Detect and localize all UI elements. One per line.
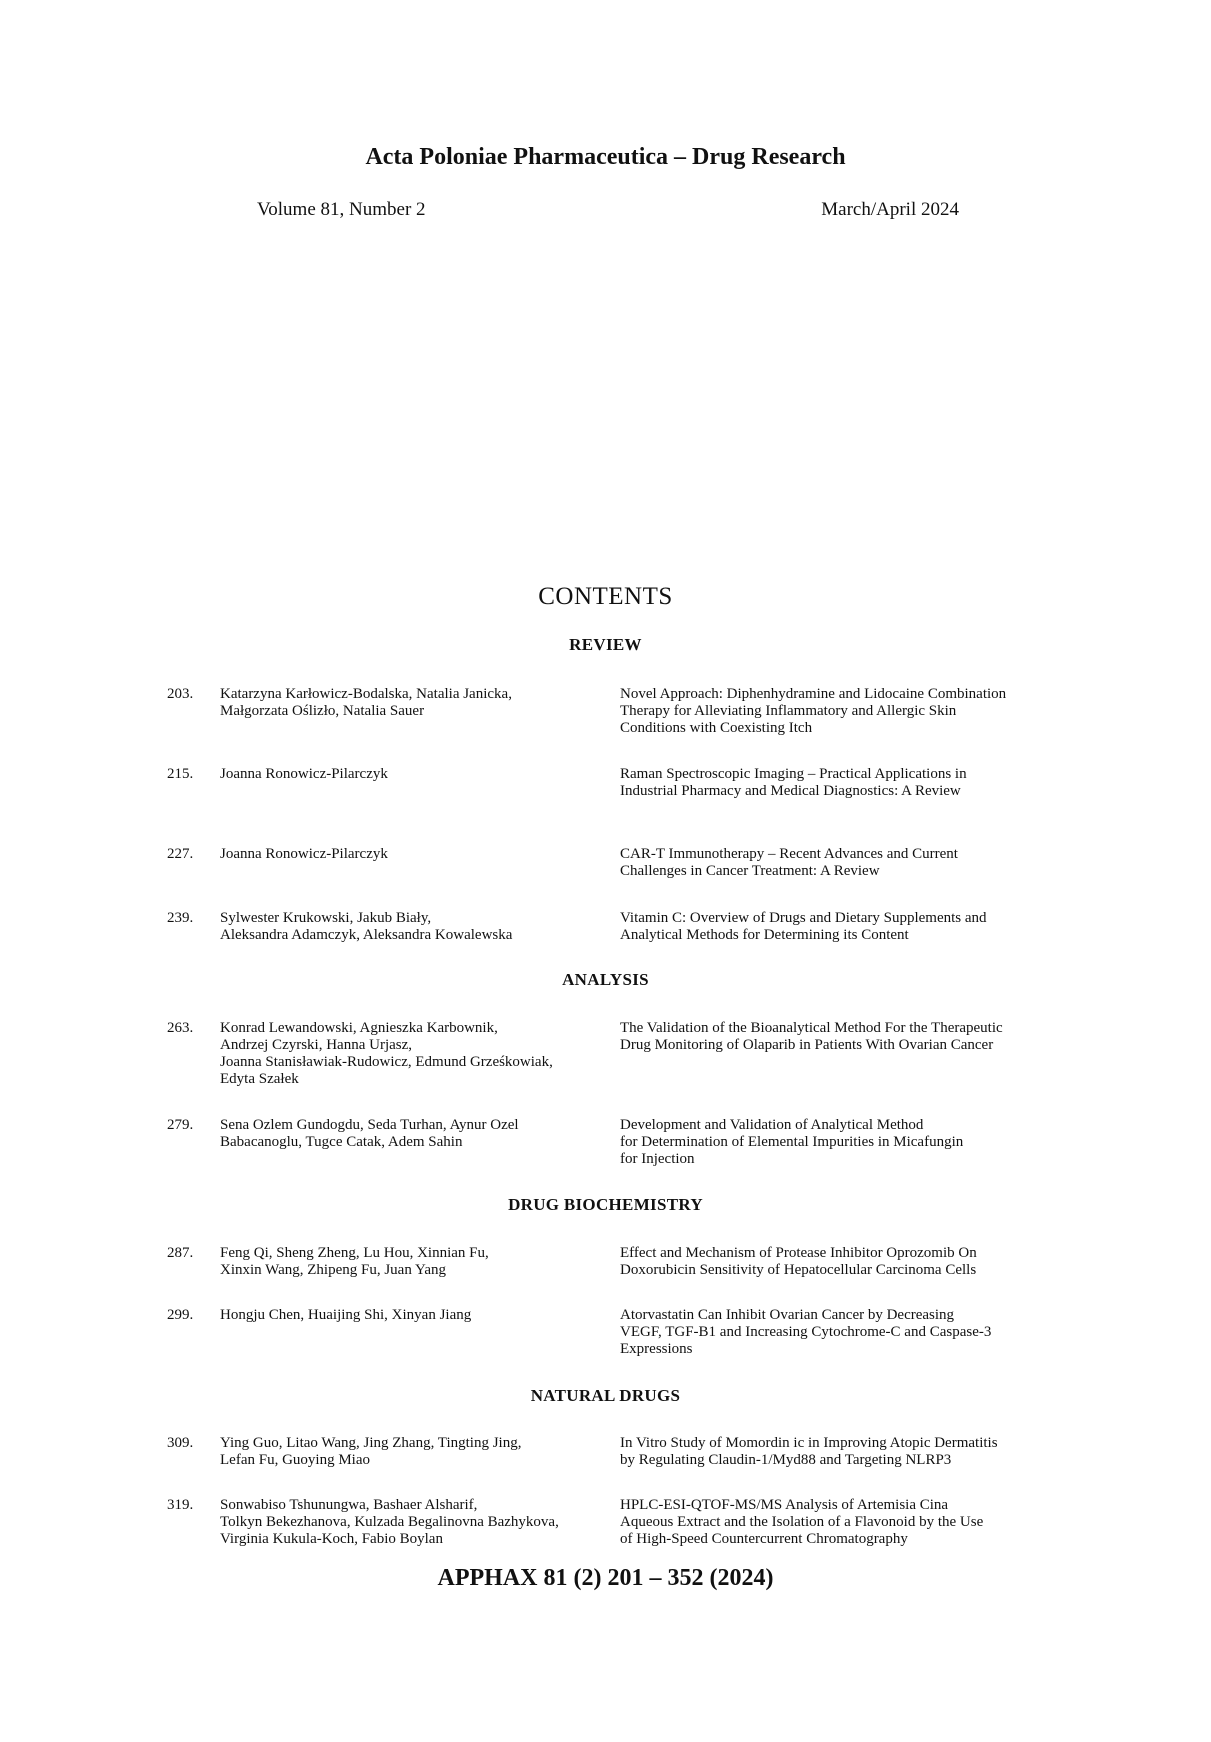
authors-line: Edyta Szałek xyxy=(220,1071,299,1087)
authors-line: Konrad Lewandowski, Agnieszka Karbownik, xyxy=(220,1020,498,1036)
article-title xyxy=(620,1245,1060,1279)
page-number: 309. xyxy=(167,1435,194,1451)
authors xyxy=(220,1497,600,1548)
journal-title: Acta Poloniae Pharmaceutica – Drug Research xyxy=(365,144,846,170)
title-line: CAR-T Immunotherapy – Recent Advances and Current xyxy=(620,846,958,862)
authors-line: Feng Qi, Sheng Zheng, Lu Hou, Xinnian Fu, xyxy=(220,1245,489,1261)
authors-line: Hongju Chen, Huaijing Shi, Xinyan Jiang xyxy=(220,1307,472,1323)
authors-line: Sena Ozlem Gundogdu, Seda Turhan, Aynur Ozel xyxy=(220,1117,519,1133)
issue-date: March/April 2024 xyxy=(821,199,959,220)
authors xyxy=(220,910,600,944)
section-heading-review: REVIEW xyxy=(569,635,642,654)
section-heading-analysis: ANALYSIS xyxy=(562,970,649,989)
page-number: 287. xyxy=(167,1245,194,1261)
article-title xyxy=(620,1307,1060,1358)
title-line: for Determination of Elemental Impurities in Micafungin xyxy=(620,1134,964,1150)
title-line: VEGF, TGF-B1 and Increasing Cytochrome-C and Caspase-3 xyxy=(620,1324,992,1340)
authors-line: Aleksandra Adamczyk, Aleksandra Kowalewska xyxy=(220,927,513,943)
title-line: Atorvastatin Can Inhibit Ovarian Cancer by Decreasing xyxy=(620,1307,955,1323)
page-number: 215. xyxy=(167,766,194,782)
title-line: Challenges in Cancer Treatment: A Review xyxy=(620,863,880,879)
title-line: Therapy for Alleviating Inflammatory and Allergic Skin xyxy=(620,703,957,719)
title-line: Novel Approach: Diphenhydramine and Lidocaine Combination xyxy=(620,686,1007,702)
page-number: 203. xyxy=(167,686,194,702)
title-line: The Validation of the Bioanalytical Method For the Therapeutic xyxy=(620,1020,1003,1036)
title-line: Development and Validation of Analytical Method xyxy=(620,1117,924,1133)
authors-line: Sonwabiso Tshunungwa, Bashaer Alsharif, xyxy=(220,1497,478,1513)
authors-line: Sylwester Krukowski, Jakub Biały, xyxy=(220,910,432,926)
contents-heading: CONTENTS xyxy=(538,583,673,610)
title-line: Raman Spectroscopic Imaging – Practical Applications in xyxy=(620,766,967,782)
authors-line: Małgorzata Oślizło, Natalia Sauer xyxy=(220,703,425,719)
page-number: 299. xyxy=(167,1307,194,1323)
article-title xyxy=(620,1435,1060,1469)
authors-line: Ying Guo, Litao Wang, Jing Zhang, Tingting Jing, xyxy=(220,1435,522,1451)
authors xyxy=(220,1435,600,1469)
page-number: 263. xyxy=(167,1020,194,1036)
authors xyxy=(220,1020,600,1088)
authors-line: Lefan Fu, Guoying Miao xyxy=(220,1452,370,1468)
authors xyxy=(220,846,600,863)
article-title xyxy=(620,846,1060,880)
title-line: Aqueous Extract and the Isolation of a Flavonoid by the Use xyxy=(620,1514,984,1530)
title-line: Analytical Methods for Determining its Content xyxy=(620,927,909,943)
authors-line: Virginia Kukula-Koch, Fabio Boylan xyxy=(220,1531,443,1547)
authors-line: Xinxin Wang, Zhipeng Fu, Juan Yang xyxy=(220,1262,447,1278)
authors xyxy=(220,686,600,720)
section-heading-natural-drugs: NATURAL DRUGS xyxy=(530,1386,681,1405)
title-line: by Regulating Claudin-1/Myd88 and Targeting NLRP3 xyxy=(620,1452,952,1468)
volume-number: Volume 81, Number 2 xyxy=(257,199,426,220)
authors-line: Katarzyna Karłowicz-Bodalska, Natalia Janicka, xyxy=(220,686,512,702)
authors-line: Joanna Ronowicz-Pilarczyk xyxy=(220,766,388,782)
article-title xyxy=(620,910,1060,944)
article-title xyxy=(620,686,1060,737)
authors xyxy=(220,766,600,783)
authors-line: Joanna Ronowicz-Pilarczyk xyxy=(220,846,388,862)
title-line: HPLC-ESI-QTOF-MS/MS Analysis of Artemisia Cina xyxy=(620,1497,949,1513)
title-line: for Injection xyxy=(620,1151,695,1167)
authors-line: Babacanoglu, Tugce Catak, Adem Sahin xyxy=(220,1134,463,1150)
authors-line: Tolkyn Bekezhanova, Kulzada Begalinovna Bazhykova, xyxy=(220,1514,559,1530)
article-title xyxy=(620,766,1060,800)
page-number: 239. xyxy=(167,910,194,926)
title-line: Drug Monitoring of Olaparib in Patients With Ovarian Cancer xyxy=(620,1037,994,1053)
page-number: 279. xyxy=(167,1117,194,1133)
title-line: Conditions with Coexisting Itch xyxy=(620,720,813,736)
title-line: Industrial Pharmacy and Medical Diagnostics: A Review xyxy=(620,783,961,799)
footer-journal-code: APPHAX 81 (2) 201 – 352 (2024) xyxy=(437,1565,774,1591)
title-line: Vitamin C: Overview of Drugs and Dietary Supplements and xyxy=(620,910,987,926)
authors-line: Andrzej Czyrski, Hanna Urjasz, xyxy=(220,1037,413,1053)
authors-line: Joanna Stanisławiak-Rudowicz, Edmund Grześkowiak, xyxy=(220,1054,553,1070)
article-title xyxy=(620,1020,1060,1054)
page-number: 227. xyxy=(167,846,194,862)
article-title xyxy=(620,1117,1060,1168)
title-line: Effect and Mechanism of Protease Inhibitor Oprozomib On xyxy=(620,1245,977,1261)
page-number: 319. xyxy=(167,1497,194,1513)
authors xyxy=(220,1307,600,1324)
authors xyxy=(220,1117,600,1151)
authors xyxy=(220,1245,600,1279)
title-line: In Vitro Study of Momordin ic in Improving Atopic Dermatitis xyxy=(620,1435,998,1451)
article-title xyxy=(620,1497,1060,1548)
section-heading-drug-biochemistry: DRUG BIOCHEMISTRY xyxy=(508,1195,703,1214)
title-line: Doxorubicin Sensitivity of Hepatocellular Carcinoma Cells xyxy=(620,1262,977,1278)
title-line: Expressions xyxy=(620,1341,693,1357)
title-line: of High-Speed Countercurrent Chromatography xyxy=(620,1531,908,1547)
